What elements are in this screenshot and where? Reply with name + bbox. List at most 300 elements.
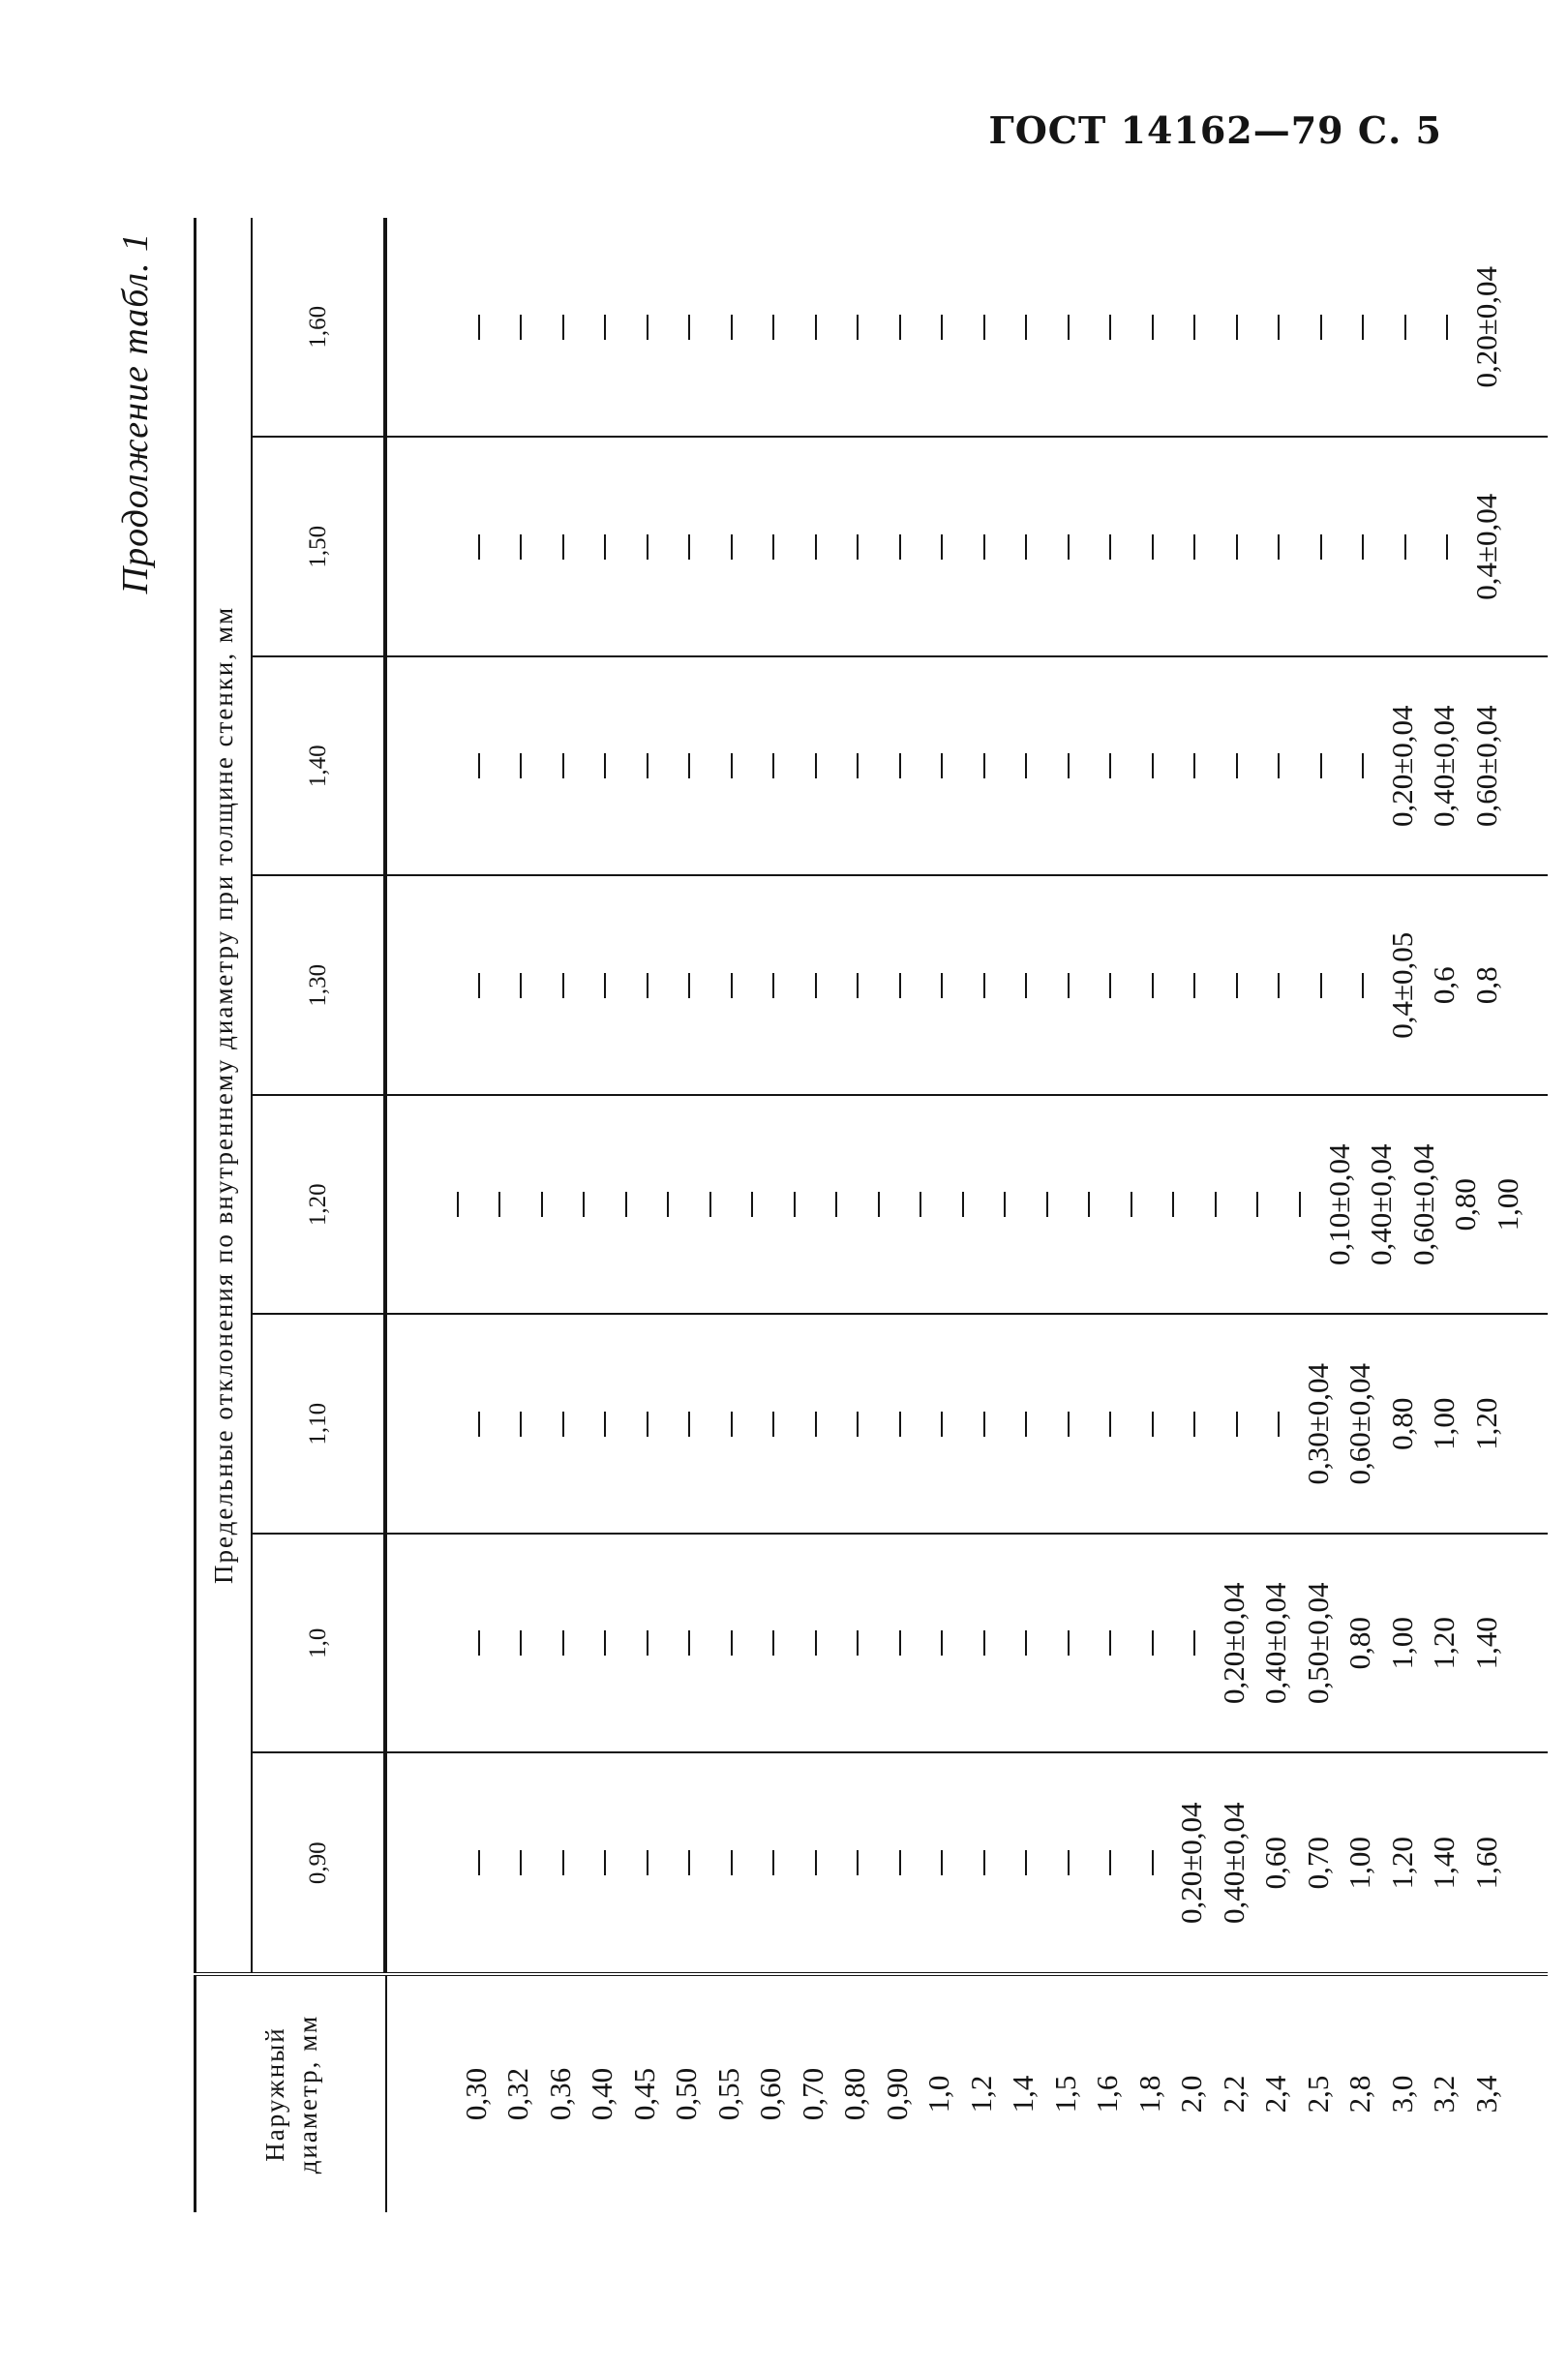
dash-mark — [1025, 534, 1027, 560]
dash-mark — [731, 534, 733, 560]
dash-mark — [731, 1630, 733, 1656]
dash-mark — [1446, 534, 1448, 560]
dash-mark — [604, 315, 606, 340]
tolerance-value: 1,00 — [1427, 1397, 1462, 1450]
dash-mark — [1172, 1192, 1174, 1217]
dash-mark — [1004, 1192, 1006, 1217]
dash-mark — [1025, 1850, 1027, 1875]
tolerance-value: 0,60 — [1258, 1837, 1293, 1890]
dash-mark — [1068, 1850, 1070, 1875]
tolerance-value: 1,20 — [1384, 1837, 1419, 1890]
dash-mark — [520, 973, 522, 998]
tolerance-value: 0,6 — [1427, 966, 1462, 1005]
dash-mark — [941, 1630, 943, 1656]
not-applicable-dash — [665, 877, 708, 1095]
not-applicable-dash — [539, 1535, 582, 1752]
not-applicable-dash — [665, 218, 708, 437]
not-applicable-dash — [645, 1096, 687, 1314]
dash-mark — [1236, 534, 1238, 560]
not-applicable-dash — [876, 877, 919, 1095]
wall-thickness-header: 1,20 — [253, 1095, 384, 1315]
not-applicable-dash — [1086, 657, 1129, 875]
dash-mark — [604, 973, 606, 998]
dash-mark — [857, 1630, 859, 1656]
not-applicable-dash — [981, 1096, 1024, 1314]
tolerance-column — [387, 656, 1548, 876]
dash-mark — [562, 973, 564, 998]
not-applicable-dash — [581, 1535, 623, 1752]
not-applicable-dash — [749, 1754, 792, 1973]
outer-diameter-value: 0,50 — [669, 2067, 704, 2121]
dash-mark — [1320, 973, 1322, 998]
tolerance-column — [387, 1534, 1548, 1753]
not-applicable-dash — [1339, 439, 1381, 656]
not-applicable-dash — [1170, 218, 1213, 437]
not-applicable-dash — [1086, 1754, 1129, 1973]
dash-mark — [1320, 753, 1322, 778]
not-applicable-dash — [960, 218, 1003, 437]
dash-mark — [815, 1630, 817, 1656]
dash-mark — [899, 1850, 901, 1875]
not-applicable-dash — [1339, 657, 1381, 875]
dash-mark — [1152, 534, 1154, 560]
dash-mark — [983, 1630, 985, 1656]
dash-mark — [520, 753, 522, 778]
dash-mark — [1193, 534, 1195, 560]
outer-diameter-value: 1,4 — [1006, 2075, 1040, 2114]
dash-mark — [478, 1850, 480, 1875]
dash-mark — [941, 753, 943, 778]
tolerance-group-header: Предельные отклонения по внутреннему диаметру при толщине стенки, мм — [196, 218, 253, 1974]
tube-tolerance-table — [194, 218, 1548, 2212]
outer-diameter-value: 0,40 — [585, 2067, 619, 2121]
tolerance-value: 0,40±0,04 — [1364, 1143, 1398, 1266]
dash-mark — [1068, 753, 1070, 778]
outer-diameter-value: 0,70 — [795, 2067, 829, 2121]
not-applicable-dash — [1297, 657, 1340, 875]
dash-mark — [562, 1630, 564, 1656]
dash-mark — [1109, 1630, 1111, 1656]
dash-mark — [647, 1412, 648, 1437]
dash-mark — [1109, 753, 1111, 778]
tolerance-value: 0,20±0,04 — [1384, 705, 1419, 828]
not-applicable-dash — [1297, 877, 1340, 1095]
dash-mark — [1152, 1630, 1154, 1656]
dash-mark — [1152, 753, 1154, 778]
tolerance-value: 1,20 — [1427, 1617, 1462, 1670]
dash-mark — [899, 1412, 901, 1437]
outer-diameter-column-header: Наружный диаметр, мм — [196, 1974, 387, 2212]
not-applicable-dash — [876, 1754, 919, 1973]
not-applicable-dash — [1129, 657, 1171, 875]
not-applicable-dash — [455, 218, 498, 437]
not-applicable-dash — [749, 439, 792, 656]
dash-mark — [941, 1850, 943, 1875]
dash-mark — [857, 1850, 859, 1875]
outer-diameter-value: 3,2 — [1427, 2075, 1462, 2114]
not-applicable-dash — [623, 657, 666, 875]
dash-mark — [1236, 973, 1238, 998]
not-applicable-dash — [792, 1754, 834, 1973]
wall-thickness-header: 1,30 — [253, 876, 384, 1096]
not-applicable-dash — [623, 877, 666, 1095]
dash-mark — [647, 973, 648, 998]
not-applicable-dash — [560, 1096, 603, 1314]
not-applicable-dash — [918, 1535, 960, 1752]
not-applicable-dash — [497, 218, 539, 437]
not-applicable-dash — [623, 1316, 666, 1534]
outer-diameter-value: 1,2 — [963, 2075, 998, 2114]
not-applicable-dash — [1002, 1754, 1044, 1973]
not-applicable-dash — [918, 218, 960, 437]
not-applicable-dash — [1002, 218, 1044, 437]
not-applicable-dash — [960, 1754, 1003, 1973]
tolerance-column — [387, 1753, 1548, 1973]
not-applicable-dash — [497, 1535, 539, 1752]
not-applicable-dash — [455, 657, 498, 875]
not-applicable-dash — [749, 218, 792, 437]
outer-diameter-value: 2,8 — [1342, 2075, 1377, 2114]
dash-mark — [1299, 1192, 1301, 1217]
dash-mark — [688, 534, 690, 560]
dash-mark — [899, 534, 901, 560]
outer-diameter-value: 3,0 — [1384, 2075, 1419, 2114]
outer-diameter-value: 1,8 — [1131, 2075, 1166, 2114]
not-applicable-dash — [581, 439, 623, 656]
dash-mark — [1025, 1630, 1027, 1656]
not-applicable-dash — [1086, 439, 1129, 656]
not-applicable-dash — [518, 1096, 560, 1314]
dash-mark — [1068, 534, 1070, 560]
dash-mark — [604, 753, 606, 778]
dash-mark — [772, 1850, 774, 1875]
tolerance-value: 0,4±0,04 — [1468, 493, 1503, 600]
not-applicable-dash — [1423, 218, 1465, 437]
wall-thickness-header-grid — [253, 218, 385, 1972]
tolerance-value: 0,20±0,04 — [1468, 266, 1503, 388]
not-applicable-dash — [1297, 218, 1340, 437]
outer-diameter-value: 0,32 — [500, 2067, 535, 2121]
not-applicable-dash — [1002, 1316, 1044, 1534]
not-applicable-dash — [1129, 439, 1171, 656]
dash-mark — [794, 1192, 796, 1217]
dash-mark — [647, 315, 648, 340]
dash-mark — [899, 973, 901, 998]
dash-mark — [1131, 1192, 1132, 1217]
not-applicable-dash — [708, 657, 750, 875]
tolerance-value: 1,00 — [1342, 1837, 1377, 1890]
dash-mark — [941, 534, 943, 560]
not-applicable-dash — [833, 1316, 876, 1534]
dash-mark — [1109, 315, 1111, 340]
not-applicable-dash — [1276, 1096, 1318, 1314]
tolerance-column — [387, 1315, 1548, 1535]
dash-mark — [772, 315, 774, 340]
outer-diameter-value: 0,60 — [753, 2067, 788, 2121]
dash-mark — [815, 534, 817, 560]
outer-diameter-value: 2,5 — [1300, 2075, 1335, 2114]
dash-mark — [478, 534, 480, 560]
dash-mark — [541, 1192, 543, 1217]
not-applicable-dash — [1213, 1316, 1255, 1534]
outer-diameter-value: 3,4 — [1468, 2075, 1503, 2114]
not-applicable-dash — [1129, 218, 1171, 437]
not-applicable-dash — [897, 1096, 940, 1314]
not-applicable-dash — [665, 439, 708, 656]
not-applicable-dash — [770, 1096, 813, 1314]
not-applicable-dash — [1381, 439, 1424, 656]
dash-mark — [857, 534, 859, 560]
not-applicable-dash — [960, 1535, 1003, 1752]
dash-mark — [520, 1412, 522, 1437]
dash-mark — [1278, 315, 1280, 340]
tolerance-value: 0,40±0,04 — [1258, 1582, 1293, 1705]
not-applicable-dash — [1044, 657, 1087, 875]
dash-mark — [899, 315, 901, 340]
not-applicable-dash — [1213, 877, 1255, 1095]
not-applicable-dash — [455, 1316, 498, 1534]
not-applicable-dash — [1002, 877, 1044, 1095]
tolerance-value: 0,40±0,04 — [1216, 1802, 1251, 1925]
not-applicable-dash — [1044, 877, 1087, 1095]
dash-mark — [751, 1192, 753, 1217]
not-applicable-dash — [792, 218, 834, 437]
not-applicable-dash — [1150, 1096, 1192, 1314]
dash-mark — [983, 534, 985, 560]
tolerance-value: 1,40 — [1427, 1837, 1462, 1890]
dash-mark — [941, 1412, 943, 1437]
tolerance-value: 0,80 — [1448, 1178, 1482, 1232]
not-applicable-dash — [455, 877, 498, 1095]
dash-mark — [1256, 1192, 1258, 1217]
table-continuation-caption: Продолжение табл. 1 — [115, 232, 156, 594]
dash-mark — [604, 534, 606, 560]
not-applicable-dash — [1129, 1316, 1171, 1534]
dash-mark — [1278, 753, 1280, 778]
dash-mark — [709, 1192, 711, 1217]
dash-mark — [647, 1850, 648, 1875]
dash-mark — [688, 753, 690, 778]
not-applicable-dash — [1254, 218, 1297, 437]
dash-mark — [1193, 315, 1195, 340]
dash-mark — [478, 315, 480, 340]
not-applicable-dash — [729, 1096, 771, 1314]
dash-mark — [604, 1630, 606, 1656]
not-applicable-dash — [1129, 1535, 1171, 1752]
not-applicable-dash — [1044, 439, 1087, 656]
dash-mark — [1362, 534, 1364, 560]
not-applicable-dash — [833, 877, 876, 1095]
dash-mark — [1236, 1412, 1238, 1437]
dash-mark — [688, 1412, 690, 1437]
not-applicable-dash — [918, 1754, 960, 1973]
dash-mark — [772, 973, 774, 998]
not-applicable-dash — [665, 657, 708, 875]
tolerance-value: 0,40±0,04 — [1427, 705, 1462, 828]
not-applicable-dash — [749, 877, 792, 1095]
not-applicable-dash — [708, 877, 750, 1095]
rotated-table-frame — [97, 218, 1524, 2212]
outer-diameter-value: 2,0 — [1174, 2075, 1209, 2114]
dash-mark — [688, 1850, 690, 1875]
not-applicable-dash — [1044, 1316, 1087, 1534]
not-applicable-dash — [792, 439, 834, 656]
dash-mark — [835, 1192, 837, 1217]
dash-mark — [983, 1850, 985, 1875]
dash-mark — [562, 753, 564, 778]
dash-mark — [1320, 315, 1322, 340]
dash-mark — [1446, 315, 1448, 340]
dash-mark — [815, 1412, 817, 1437]
not-applicable-dash — [1002, 657, 1044, 875]
dash-mark — [562, 315, 564, 340]
tolerance-value: 0,20±0,04 — [1174, 1802, 1209, 1925]
not-applicable-dash — [792, 877, 834, 1095]
dash-mark — [920, 1192, 921, 1217]
not-applicable-dash — [1170, 877, 1213, 1095]
not-applicable-dash — [939, 1096, 981, 1314]
dash-mark — [772, 1412, 774, 1437]
header-row-group — [196, 218, 253, 2212]
outer-diameter-value: 2,2 — [1216, 2075, 1251, 2114]
outer-diameter-value: 1,0 — [921, 2075, 956, 2114]
dash-mark — [731, 753, 733, 778]
not-applicable-dash — [623, 1535, 666, 1752]
dash-mark — [941, 973, 943, 998]
dash-mark — [941, 315, 943, 340]
not-applicable-dash — [1044, 1535, 1087, 1752]
dash-mark — [520, 1630, 522, 1656]
not-applicable-dash — [665, 1754, 708, 1973]
not-applicable-dash — [918, 657, 960, 875]
not-applicable-dash — [539, 657, 582, 875]
tolerance-value: 0,70 — [1300, 1837, 1335, 1890]
tolerance-value: 1,20 — [1468, 1397, 1503, 1450]
not-applicable-dash — [833, 218, 876, 437]
dash-mark — [1109, 1412, 1111, 1437]
not-applicable-dash — [1002, 1535, 1044, 1752]
not-applicable-dash — [1254, 877, 1297, 1095]
not-applicable-dash — [918, 1316, 960, 1534]
dash-mark — [983, 1412, 985, 1437]
dash-mark — [1025, 973, 1027, 998]
header-row-wall-thickness — [252, 218, 386, 2212]
not-applicable-dash — [686, 1096, 729, 1314]
not-applicable-dash — [581, 1316, 623, 1534]
dash-mark — [731, 1850, 733, 1875]
not-applicable-dash — [833, 1754, 876, 1973]
not-applicable-dash — [833, 439, 876, 656]
dash-mark — [983, 753, 985, 778]
tolerance-value: 0,80 — [1342, 1617, 1377, 1670]
dash-mark — [857, 315, 859, 340]
dash-mark — [1236, 315, 1238, 340]
not-applicable-dash — [1170, 1316, 1213, 1534]
not-applicable-dash — [833, 657, 876, 875]
dash-mark — [1025, 753, 1027, 778]
not-applicable-dash — [876, 439, 919, 656]
dash-mark — [604, 1850, 606, 1875]
dash-mark — [1152, 315, 1154, 340]
tolerance-value: 0,30±0,04 — [1300, 1363, 1335, 1485]
tolerance-value: 0,80 — [1384, 1397, 1419, 1450]
dash-mark — [731, 973, 733, 998]
outer-diameter-value: 0,55 — [710, 2067, 745, 2121]
dash-mark — [520, 1850, 522, 1875]
not-applicable-dash — [434, 1096, 476, 1314]
dash-mark — [457, 1192, 459, 1217]
dash-mark — [583, 1192, 585, 1217]
not-applicable-dash — [1086, 1316, 1129, 1534]
tolerance-value: 0,8 — [1468, 966, 1503, 1005]
tolerance-column — [387, 1095, 1548, 1315]
dash-mark — [647, 534, 648, 560]
dash-mark — [667, 1192, 669, 1217]
not-applicable-dash — [476, 1096, 519, 1314]
wall-thickness-header: 0,90 — [253, 1753, 384, 1973]
dash-mark — [1404, 315, 1406, 340]
not-applicable-dash — [792, 1535, 834, 1752]
dash-mark — [562, 1850, 564, 1875]
dash-mark — [1088, 1192, 1090, 1217]
not-applicable-dash — [602, 1096, 645, 1314]
not-applicable-dash — [1213, 439, 1255, 656]
dash-mark — [962, 1192, 964, 1217]
not-applicable-dash — [960, 657, 1003, 875]
dash-mark — [1362, 315, 1364, 340]
not-applicable-dash — [455, 439, 498, 656]
dash-mark — [857, 753, 859, 778]
dash-mark — [688, 1630, 690, 1656]
not-applicable-dash — [1086, 877, 1129, 1095]
not-applicable-dash — [876, 1535, 919, 1752]
not-applicable-dash — [623, 1754, 666, 1973]
not-applicable-dash — [497, 1754, 539, 1973]
not-applicable-dash — [708, 439, 750, 656]
dash-mark — [772, 534, 774, 560]
dash-mark — [498, 1192, 500, 1217]
tolerance-column — [387, 218, 1548, 438]
not-applicable-dash — [708, 1754, 750, 1973]
dash-mark — [815, 1850, 817, 1875]
dash-mark — [1215, 1192, 1217, 1217]
not-applicable-dash — [708, 218, 750, 437]
not-applicable-dash — [1170, 439, 1213, 656]
page-header: ГОСТ 14162—79 С. 5 — [988, 108, 1442, 152]
dash-mark — [1152, 1850, 1154, 1875]
wall-thickness-header: 1,50 — [253, 438, 384, 657]
not-applicable-dash — [792, 1316, 834, 1534]
dash-mark — [688, 315, 690, 340]
dash-mark — [1109, 973, 1111, 998]
dash-mark — [688, 973, 690, 998]
outer-diameter-value: 2,4 — [1258, 2075, 1293, 2114]
not-applicable-dash — [1002, 439, 1044, 656]
not-applicable-dash — [455, 1754, 498, 1973]
outer-diameter-value: 1,6 — [1090, 2075, 1125, 2114]
not-applicable-dash — [539, 1754, 582, 1973]
dash-mark — [1362, 753, 1364, 778]
not-applicable-dash — [855, 1096, 897, 1314]
not-applicable-dash — [1423, 439, 1465, 656]
wall-thickness-header: 1,40 — [253, 656, 384, 876]
not-applicable-dash — [497, 1316, 539, 1534]
not-applicable-dash — [539, 218, 582, 437]
not-applicable-dash — [623, 218, 666, 437]
dash-mark — [1193, 753, 1195, 778]
not-applicable-dash — [1129, 877, 1171, 1095]
wall-thickness-header: 1,0 — [253, 1534, 384, 1753]
